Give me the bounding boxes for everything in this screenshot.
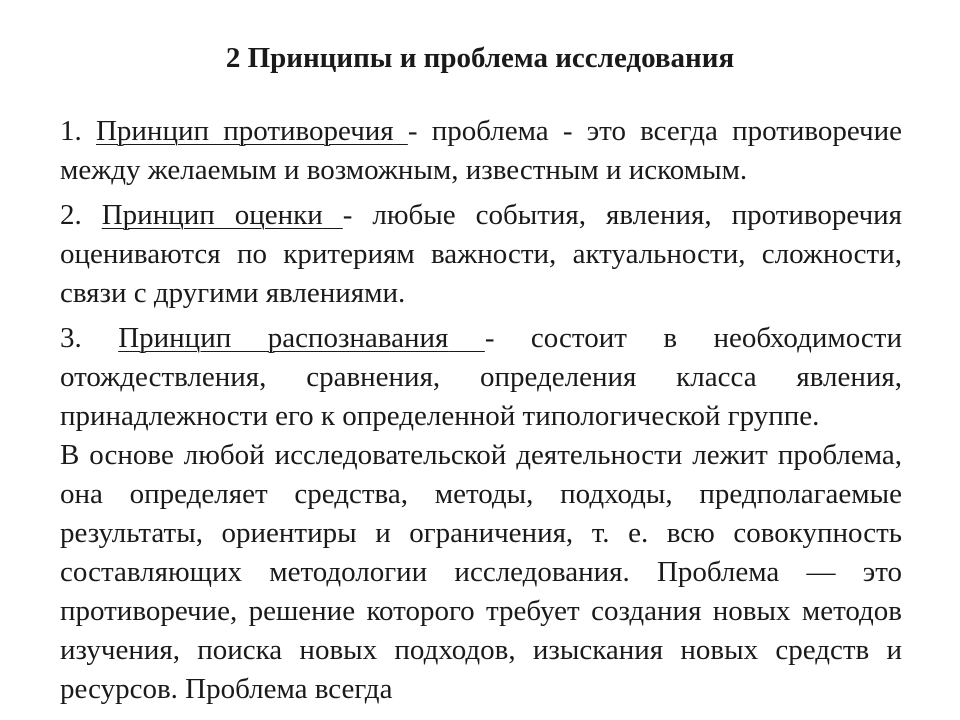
principle-3-number: 3.	[60, 322, 82, 354]
principle-1-description: - проблема - это всегда противоречие между желаемым и возможным, известным и искомым.	[60, 115, 903, 186]
principle-3-name: Принцип распознавания	[118, 322, 449, 354]
slide-title: 2 Принципы и проблема исследования	[225, 42, 735, 74]
principle-2-name: Принцип оценки	[101, 199, 323, 231]
principle-1-name: Принцип противоречия	[95, 115, 394, 147]
principle-2-number: 2.	[60, 199, 82, 231]
principle-1	[60, 112, 902, 190]
principle-1-number: 1.	[60, 115, 82, 147]
problem-paragraph: В основе любой исследовательской деятельности лежит проблема, она определяет средства, методы, подходы, предполагаемые результаты, ориентиры и ограничения, т. е. всю совокупность составляющих методологии исследования. Проблема — это противоречие, решение которого требует создания новых методов изучения, поиска новых подходов, изыскания новых средств и ресурсов. Проблема всегда	[60, 439, 902, 705]
principle-2-description: - любые события, явления, противоречия оцениваются по критериям важности, актуальности, сложности, связи с другими явлениями.	[60, 199, 903, 309]
principle-3-description: - состоит в необходимости отождествления, сравнения, определения класса явления, принадлежности его к определенной типологической группе.	[60, 322, 902, 432]
principle-3	[60, 319, 902, 436]
slide-body	[60, 112, 902, 715]
principle-2	[60, 196, 902, 313]
